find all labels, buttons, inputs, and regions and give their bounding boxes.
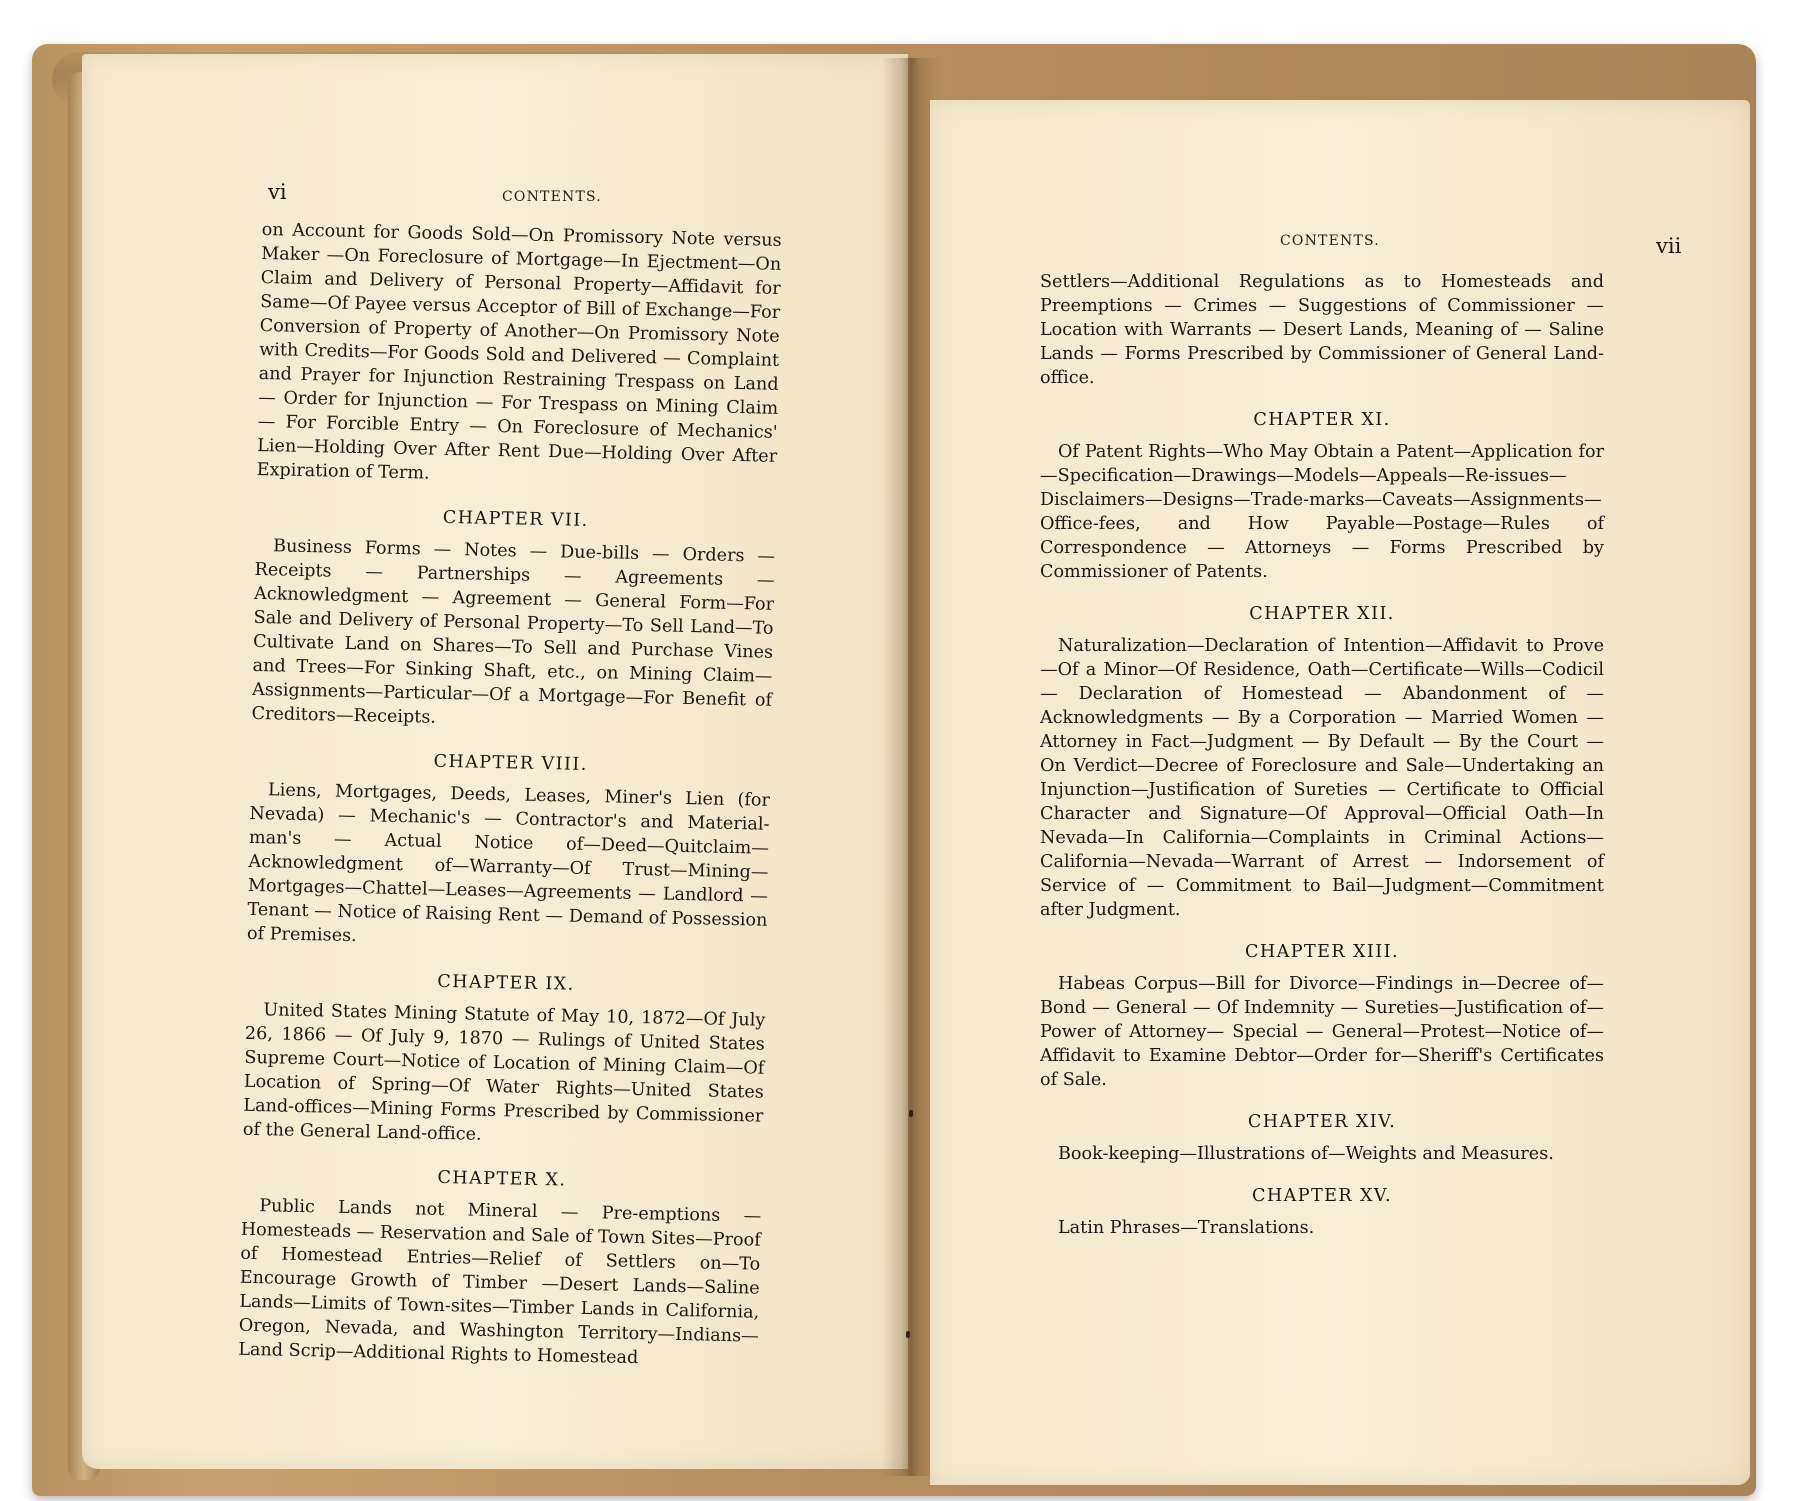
chapter-title: CHAPTER VII. xyxy=(442,507,589,531)
left-page xyxy=(82,54,908,1469)
chapter-summary: Liens, Mortgages, Deeds, Leases, Miner's Lien (for Nevada) — Mechanic's — Contractor's and Material-man's — Actual Notice of—Deed—Quitclaim—Acknowledgment of—Warranty—Of Trust—Mining—Mortgages—Chattel—Leases—Agreements — Landlord — Tenant — Notice of Raising Rent — Demand of Possession of Premises. xyxy=(246,780,771,947)
chapter-title: CHAPTER XV. xyxy=(1252,1186,1392,1206)
chapter-summary: Public Lands not Mineral — Pre-emptions — Homesteads — Reservation and Sale of Town Sites—Proof of Homestead Entries—Relief of Settlers on—To Encourage Growth of Timber —Desert Lands—Saline Lands—Limits of Town-sites—Timber Lands in California, Oregon, Nevada, and Washington Territory—Indians—Land Scrip—Additional Rights to Homestead xyxy=(238,1196,762,1369)
chapter-xi-section xyxy=(1040,408,1604,584)
chapter-summary: Book-keeping—Illustrations of—Weights and Measures. xyxy=(1058,1144,1554,1164)
chapter-title: CHAPTER VIII. xyxy=(433,751,588,775)
contents-entry-text: Settlers—Additional Regulations as to Homesteads and Preemptions — Crimes — Suggestions of Commissioner — Location with Warrants — Desert Lands, Meaning of — Saline Lands — Forms Prescribed by Commissioner of General Land-office. xyxy=(1040,272,1604,388)
chapter-title: CHAPTER XI. xyxy=(1253,410,1391,430)
chapter-xii-section xyxy=(1040,602,1604,922)
chapter-summary: Latin Phrases—Translations. xyxy=(1058,1218,1315,1238)
chapter-xv-section xyxy=(1040,1184,1604,1240)
chapter-ix-section xyxy=(243,966,767,1153)
binding-stitch xyxy=(909,1110,913,1117)
chapter-vii-section xyxy=(251,502,776,737)
chapter-title: CHAPTER XIII. xyxy=(1245,942,1399,962)
chapter-summary: United States Mining Statute of May 10, 1872—Of July 26, 1866 — Of July 9, 1870 — Rulings of United States Supreme Court—Notice of Location of Mining Claim—Of Location of Spring—Of Water Rights—United States Land-offices—Mining Forms Prescribed by Commissioner of the General Land-office. xyxy=(242,1000,766,1145)
chapter-xiii-section xyxy=(1040,940,1604,1092)
chapter-viii-section xyxy=(247,746,771,957)
binding-stitch xyxy=(906,1331,910,1338)
chapter-xiv-section xyxy=(1040,1110,1604,1166)
chapter-summary: Habeas Corpus—Bill for Divorce—Findings in—Decree of—Bond — General — Of Indemnity — Sureties—Justification of—Power of Attorney— Special — General—Protest—Notice of—Affidavit to Examine Debtor—Order for—Sheriff's Certificates of Sale. xyxy=(1040,974,1604,1090)
left-contents-continuation xyxy=(256,218,781,493)
chapter-summary: Naturalization—Declaration of Intention—Affidavit to Prove —Of a Minor—Of Residence, Oath—Certificate—Wills—Codicil — Declaration of Homestead — Abandonment of — Acknowledgments — By a Corporation — Married Women — Attorney in Fact—Judgment — By Default — By the Court — On Verdict—Decree of Foreclosure and Sale—Undertaking an Injunction—Justification of Sureties — Certificate to Official Character and Signature—Of Approval—Official Oath—In Nevada—In California—Complaints in Criminal Actions—California—Nevada—Warrant of Arrest — Indorsement of Service of — Commitment to Bail—Judgment—Commitment after Judgment. xyxy=(1040,636,1604,920)
chapter-title: CHAPTER X. xyxy=(437,1167,567,1191)
left-page-header: CONTENTS. xyxy=(502,189,602,205)
right-page-header: CONTENTS. xyxy=(1280,233,1380,249)
chapter-title: CHAPTER XII. xyxy=(1249,604,1395,624)
chapter-x-section xyxy=(238,1162,762,1373)
chapter-title: CHAPTER XIV. xyxy=(1247,1112,1397,1132)
chapter-summary: Of Patent Rights—Who May Obtain a Patent—Application for—Specification—Drawings—Models—Appeals—Re-issues—Disclaimers—Designs—Trade-marks—Caveats—Assignments—Office-fees, and How Payable—Postage—Rules of Correspondence — Attorneys — Forms Prescribed by Commissioner of Patents. xyxy=(1040,442,1604,582)
right-contents xyxy=(1040,270,1604,1240)
left-contents xyxy=(238,218,782,1373)
chapter-title: CHAPTER IX. xyxy=(437,971,575,995)
right-page xyxy=(930,100,1750,1485)
chapter-summary: Business Forms — Notes — Due-bills — Orders — Receipts — Partnerships — Agreements — Acknowledgment — Agreement — General Form—For Sale and Delivery of Personal Property—To Sell Land—To Cultivate Land on Shares—To Sell and Purchase Vines and Trees—For Sinking Shaft, etc., on Mining Claim—Assignments—Particular—Of a Mortgage—For Benefit of Creditors—Receipts. xyxy=(251,536,776,728)
left-page-number: vi xyxy=(268,180,287,204)
right-page-number: vii xyxy=(1656,234,1682,258)
right-contents-continuation xyxy=(1040,270,1604,390)
contents-entry-text: on Account for Goods Sold—On Promissory Note versus Maker —On Foreclosure of Mortgage—In Ejectment—On Claim and Delivery of Personal Property—Affidavit for Same—Of Payee versus Acceptor of Bill of Exchange—For Conversion of Property of Another—On Promissory Note with Credits—For Goods Sold and Delivered — Complaint and Prayer for Injunction Restraining Trespass on Land — Order for Injunction — For Trespass on Mining Claim — For Forcible Entry — On Foreclosure of Mechanics' Lien—Holding Over After Rent Due—Holding Over After Expiration of Term. xyxy=(256,219,782,484)
